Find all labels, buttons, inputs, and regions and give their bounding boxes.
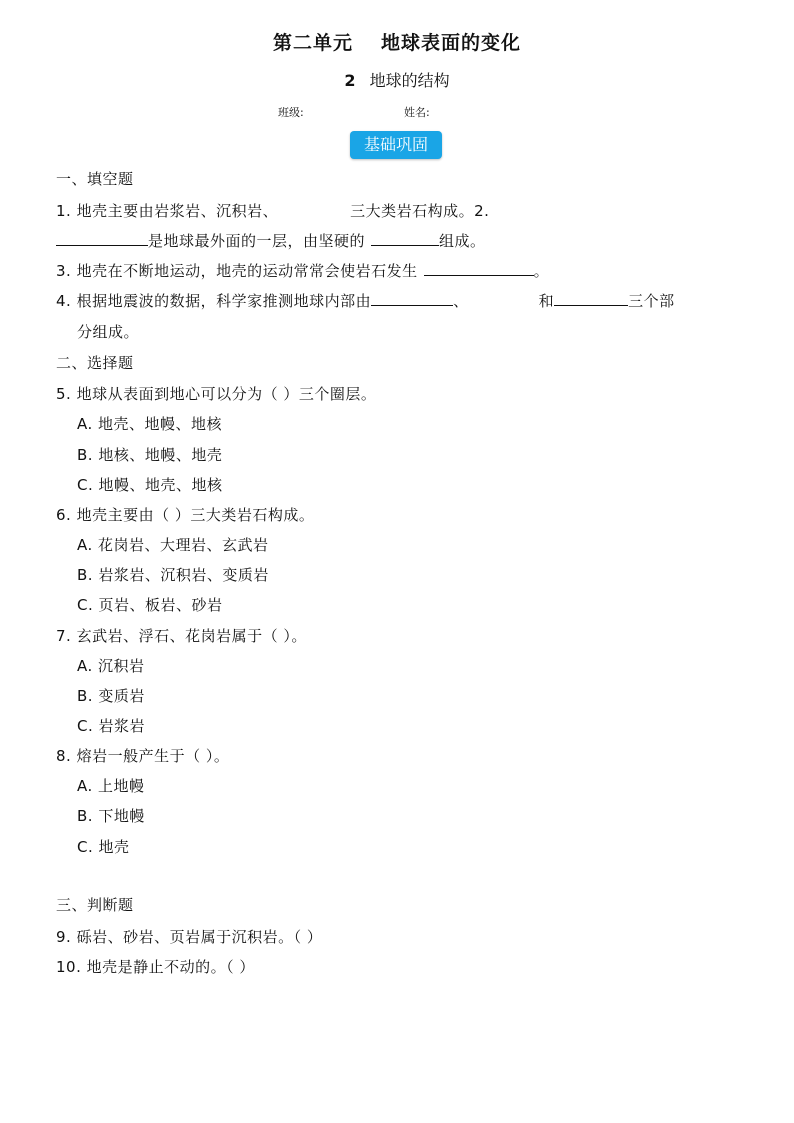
option: A. 花岗岩、大理岩、玄武岩 xyxy=(77,536,269,554)
question-8: 8. 熔岩一般产生于（ ）。 xyxy=(56,747,230,765)
lesson-name: 地球的结构 xyxy=(369,71,450,90)
blank xyxy=(424,261,534,276)
option: B. 地核、地幔、地壳 xyxy=(77,446,223,464)
blank xyxy=(371,291,453,306)
lesson-number: 2 xyxy=(344,71,356,90)
option: C. 地壳 xyxy=(77,838,130,856)
question-4-continued: 分组成。 xyxy=(77,323,140,341)
option: C. 地幔、地壳、地核 xyxy=(77,476,223,494)
section-badge: 基础巩固 xyxy=(350,131,442,159)
option: C. 页岩、板岩、砂岩 xyxy=(77,596,223,614)
unit-label: 第二单元 xyxy=(272,32,353,54)
question-6: 6. 地壳主要由（ ）三大类岩石构成。 xyxy=(56,506,315,524)
option: A. 沉积岩 xyxy=(77,657,145,675)
name-label: 姓名: xyxy=(404,106,430,119)
question-5: 5. 地球从表面到地心可以分为（ ）三个圈层。 xyxy=(56,385,377,403)
unit-title: 地球表面的变化 xyxy=(381,32,522,54)
question-1: 1. 地壳主要由岩浆岩、沉积岩、 三大类岩石构成。2. xyxy=(56,202,490,220)
option: B. 岩浆岩、沉积岩、变质岩 xyxy=(77,566,269,584)
blank xyxy=(554,291,628,306)
question-3: 3. 地壳在不断地运动，地壳的运动常常会使岩石发生 。 xyxy=(56,262,550,280)
blank xyxy=(56,231,148,246)
option: B. 下地幔 xyxy=(77,807,145,825)
option: A. 地壳、地幔、地核 xyxy=(77,415,223,433)
question-7: 7. 玄武岩、浮石、花岗岩属于（ ）。 xyxy=(56,627,307,645)
section-heading-choice: 二、选择题 xyxy=(56,354,134,372)
option: B. 变质岩 xyxy=(77,687,145,705)
blank xyxy=(371,231,439,246)
option: C. 岩浆岩 xyxy=(77,717,146,735)
question-9: 9. 砾岩、砂岩、页岩属于沉积岩。（ ） xyxy=(56,928,323,946)
option: A. 上地幔 xyxy=(77,777,145,795)
class-label: 班级: xyxy=(278,106,304,119)
section-heading-judge: 三、判断题 xyxy=(56,896,134,914)
question-4: 4. 根据地震波的数据，科学家推测地球内部由 、 和 三个部 xyxy=(56,292,675,310)
question-2: 是地球最外面的一层，由坚硬的 组成。 xyxy=(56,231,486,251)
lesson-title xyxy=(0,68,794,91)
question-10: 10. 地壳是静止不动的。（ ） xyxy=(56,958,255,976)
page-title xyxy=(0,28,794,55)
section-heading-fill: 一、填空题 xyxy=(56,170,134,188)
